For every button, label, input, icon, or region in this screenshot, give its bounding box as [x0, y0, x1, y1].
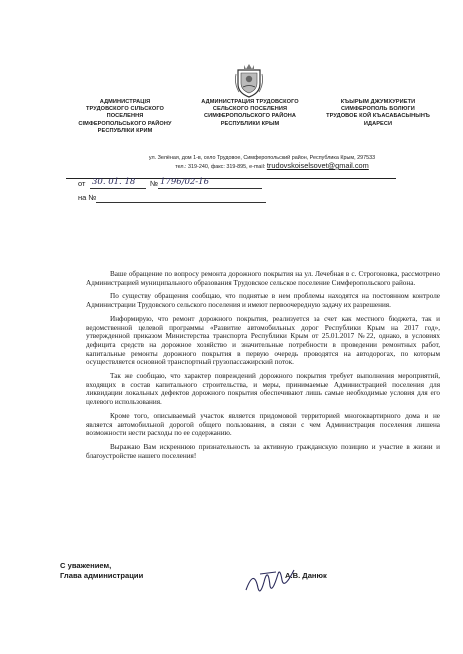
letter-date: 30. 01. 18 — [92, 177, 136, 187]
address-line: ул. Зелёная, дом 1-в, село Трудовое, Симферопольский район, Республика Крым, 297533 — [148, 155, 376, 161]
number-label: № — [150, 179, 159, 188]
header-left — [70, 99, 180, 135]
header-left-line: СIМФЕРОПОЛЬСЬКОГО РАЙОНУ — [78, 120, 172, 127]
header-right-line: ИДАРЕСИ — [363, 120, 393, 127]
letter-number: 1796/02-16 — [160, 177, 209, 187]
header-center-line: АДМИНИСТРАЦИЯ ТРУДОВСКОГО — [201, 99, 299, 105]
incoming-number-underline — [96, 202, 266, 203]
phone-fax-text: тел.: 319-240, факс: 319-895, e-mail: — [175, 164, 266, 170]
address-block — [104, 155, 420, 171]
body-paragraph: Информирую, что ремонт дорожного покрытия, реализуется за счет как местного бюджета, так и ведомственной целевой программы «Развитие автомобильных дорог Республики Крым на 2017 год», утвержденной приказом Министерства транспорта Республики Крым от 25.01.2017 №22, однако, в условиях дефицита средств на дорожное хозяйство и значительные потребности в проведении ремонтных работ, капитальные ремонты дорожного покрытия в первую очередь проводятся на автодорогах, по которым осуществляется основной транспортный грузопассажирский поток. — [86, 314, 440, 367]
email-link[interactable]: trudovskoiselsovet@gmail.com — [266, 161, 369, 170]
header-right-line: ТРУДОВОЕ КОЙ КЪАСАБАСЫНЫНЪ — [326, 113, 430, 120]
coat-of-arms-emblem — [234, 62, 264, 98]
header-left-line: ТРУДОВСКОГО СIЛЬСКОГО — [86, 106, 164, 113]
body-paragraph: Ваше обращение по вопросу ремонта дорожного покрытия на ул. Лечебная в с. Строгоновка, рассмотрено Администрацией муниципального образования Трудовское сельское поселение Симферопольского района. — [86, 270, 440, 287]
header-center — [190, 99, 310, 128]
date-underline — [90, 188, 146, 189]
header-center-line: СЕЛЬСКОГО ПОСЕЛЕНИЯ — [212, 106, 288, 113]
from-label: от — [78, 179, 86, 188]
header-left-line: АДМИНИСТРАЦIЯ — [99, 99, 151, 105]
closing-phrase: С уважением, — [60, 561, 112, 570]
signatory-name: А.В. Данюк — [285, 571, 327, 580]
body-paragraph: Кроме того, описываемый участок является придомовой территорией многоквартирного дома и не является автомобильной дорогой общего пользования, в связи с чем Администрация поселения лишена возможности нести расходы по ее содержанию. — [86, 411, 440, 438]
body-paragraph: По существу обращения сообщаю, что поднятые в нем проблемы находятся на постоянном контроле Администрации Трудовского сельского поселения и имеют первоочередную задачу их разрешения. — [86, 292, 440, 310]
body-paragraph: Так же сообщаю, что характер повреждений дорожного покрытия требует выполнения мероприятий, входящих в состав капитального строительства, и меры, принимаемые Администрацией поселения для ликвидации локальных дефектов дорожного покрытия обеспечивают лишь самые необходимые условия для его целевого использования. — [86, 372, 440, 407]
to-label: на № — [78, 193, 97, 202]
body-paragraph: Выражаю Вам искреннюю признательность за активную гражданскую позицию и участие в жизни и благоустройстве нашего поселения! — [86, 442, 440, 460]
signatory-position: Глава администрации — [60, 571, 144, 580]
contacts-line — [114, 162, 430, 171]
header-right — [326, 99, 430, 128]
header-right-line: СИМФЕРОПОЛЬ БОЛЮГИ — [341, 106, 415, 113]
number-underline — [158, 188, 262, 189]
incoming-reference — [78, 193, 278, 205]
header-center-line: РЕСПУБЛИКИ КРЫМ — [220, 120, 280, 127]
header-left-line: ПОСЕЛЕННЯ — [106, 113, 144, 120]
letter-body — [86, 270, 440, 465]
header-center-line: СИМФЕРОПОЛЬСКОГО РАЙОНА — [203, 113, 297, 120]
handwritten-signature — [240, 560, 300, 600]
header-left-line: РЕСПУБЛIКИ КРИМ — [97, 127, 153, 134]
header-right-line: КЪЫРЫМ ДЖУМХУРИЕТИ — [340, 99, 416, 105]
outgoing-reference — [78, 179, 278, 191]
